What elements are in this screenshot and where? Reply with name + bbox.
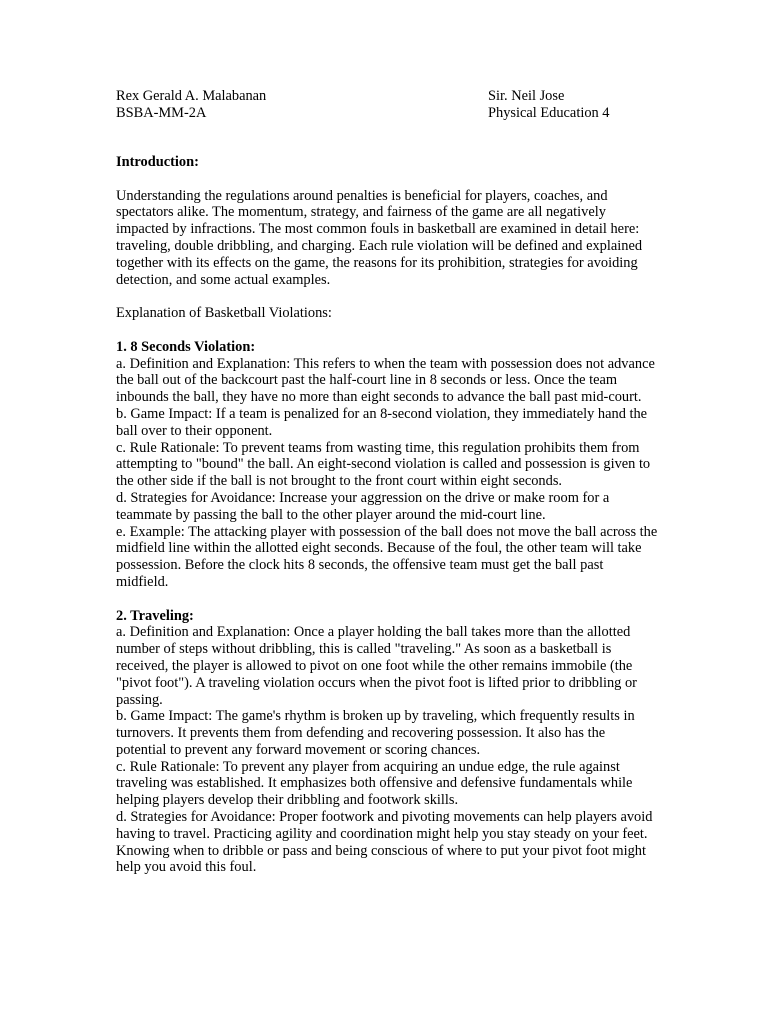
document-body: [116, 154, 658, 876]
explanation-heading: Explanation of Basketball Violations:: [116, 305, 332, 322]
section-heading-traveling: 2. Traveling:: [116, 607, 194, 624]
section-item: d. Strategies for Avoidance: Increase your aggression on the drive or make room for a teammate by passing the ball to the other player around the mid-court line.: [116, 489, 610, 523]
course-section: BSBA-MM-2A: [116, 104, 207, 121]
section-item: a. Definition and Explanation: This refers to when the team with possession does not advance the ball out of the backcourt past the half-court line in 8 seconds or less. Once the team inbounds the ball, they have no more than eight seconds to advance the ball past mid-court.: [116, 355, 655, 406]
section-item: b. Game Impact: The game's rhythm is broken up by traveling, which frequently results in turnovers. It prevents them from defending and recovering possession. It also has the potential to prevent any forward movement or scoring chances.: [116, 708, 635, 758]
instructor-name: Sir. Neil Jose: [488, 88, 565, 104]
section-item: b. Game Impact: If a team is penalized for an 8-second violation, they immediately hand the ball over to their opponent.: [116, 405, 648, 439]
introduction-paragraph: Understanding the regulations around penalties is beneficial for players, coaches, and spectators alike. The momentum, strategy, and fairness of the game are all negatively impacted by infractions. The most common fouls in basketball are examined in detail here: traveling, double dribbling, and charging. Each rule violation will be defined and explained together with its effects on the game, the reasons for its prohibition, strategies for avoiding detection, and some actual examples.: [116, 187, 643, 288]
section-item: c. Rule Rationale: To prevent teams from wasting time, this regulation prohibits them from attempting to "bound" the ball. An eight-second violation is called and possession is given to the other side if the ball is not brought to the front court within eight seconds.: [116, 439, 651, 490]
section-item: a. Definition and Explanation: Once a player holding the ball takes more than the allotted number of steps without dribbling, this is called "traveling." As soon as a basketball is received, the player is allowed to pivot on one foot while the other remains immobile (the "pivot foot"). A traveling violation occurs when the pivot foot is lifted prior to dribbling or passing.: [116, 624, 637, 708]
section-heading-8-seconds: 1. 8 Seconds Violation:: [116, 338, 256, 355]
subject-name: Physical Education 4: [488, 104, 610, 121]
introduction-heading: Introduction:: [116, 154, 199, 170]
section-item: d. Strategies for Avoidance: Proper footwork and pivoting movements can help players avoid having to travel. Practicing agility and coordination might help you stay steady on your feet. Knowing when to dribble or pass and being conscious of where to put your pivot foot might help you avoid this foul.: [116, 809, 653, 876]
section-item: c. Rule Rationale: To prevent any player from acquiring an undue edge, the rule against traveling was established. It emphasizes both offensive and defensive fundamentals while helping players develop their dribbling and footwork skills.: [116, 758, 633, 809]
section-item: e. Example: The attacking player with possession of the ball does not move the ball across the midfield line within the allotted eight seconds. Because of the foul, the other team will take possession. Before the clock hits 8 seconds, the offensive team must get the ball past midfield.: [116, 523, 658, 590]
student-name: Rex Gerald A. Malabanan: [116, 88, 267, 104]
document-header: [116, 88, 676, 122]
